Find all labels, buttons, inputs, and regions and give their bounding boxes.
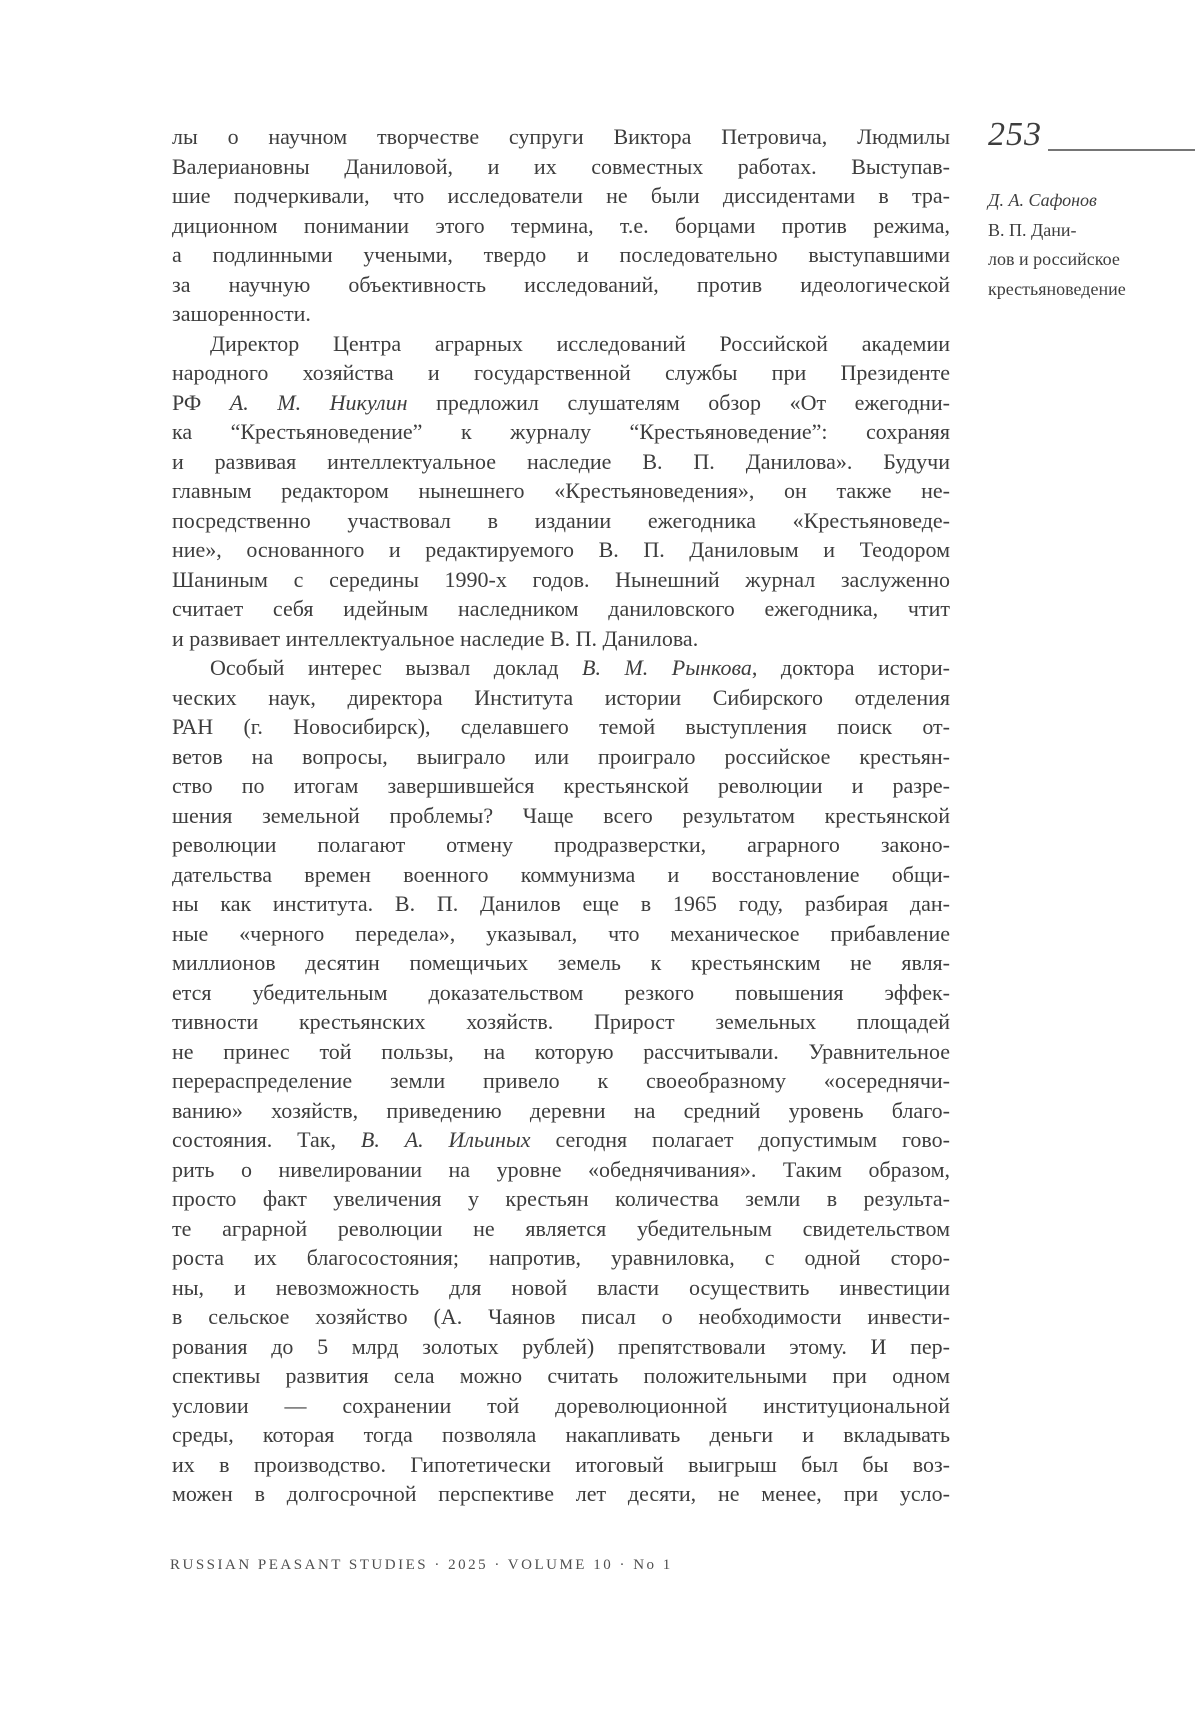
- page-number: 253: [988, 116, 1042, 153]
- footer-journal-line: RUSSIAN PEASANT STUDIES · 2025 · VOLUME 10 · No 1: [170, 1557, 673, 1573]
- body-text-line: их в производство. Гипотетически итоговый выигрыш был бы воз-: [172, 1451, 950, 1477]
- margin-note-title-line: В. П. Дани-: [988, 219, 1077, 240]
- body-text-line: Директор Центра аграрных исследований Российской академии: [210, 330, 950, 356]
- body-text-line: те аграрной революции не является убедительным свидетельством: [172, 1215, 950, 1241]
- body-text-line: просто факт увеличения у крестьян количества земли в результа-: [172, 1186, 950, 1211]
- body-text-line: и развивает интеллектуальное наследие В. П. Данилова.: [172, 625, 699, 651]
- body-text-line: ка “Крестьяноведение” к журналу “Крестьяноведение”: сохраняя: [172, 419, 950, 444]
- body-text-line: условии — сохранении той дореволюционной институциональной: [172, 1392, 950, 1418]
- body-text-line: спективы развития села можно считать положительными при одном: [172, 1363, 950, 1388]
- body-text-line: считает себя идейным наследником даниловского ежегодника, чтит: [172, 596, 950, 621]
- body-text-line: диционном понимании этого термина, т.е. борцами против режима,: [172, 212, 950, 238]
- body-text-line: шие подчеркивали, что исследователи не были диссидентами в тра-: [172, 183, 950, 208]
- body-text-line: посредственно участвовал в издании ежегодника «Крестьяноведе-: [172, 507, 950, 533]
- body-text-line: зашоренности.: [172, 301, 311, 326]
- body-text-line: можен в долгосрочной перспективе лет десяти, не менее, при усло-: [172, 1481, 950, 1506]
- body-text-line: Особый интерес вызвал доклад В. М. Рынкова, доктора истори-: [210, 655, 950, 680]
- body-text-line: Шаниным с середины 1990-х годов. Нынешний журнал заслуженно: [172, 566, 950, 592]
- body-text-line: революции полагают отмену продразверстки, аграрного законо-: [172, 832, 950, 857]
- body-text-line: народного хозяйства и государственной службы при Президенте: [172, 360, 950, 385]
- body-text-line: рить о нивелировании на уровне «обеднячивания». Таким образом,: [172, 1156, 950, 1182]
- body-text-line: главным редактором нынешнего «Крестьяноведения», он также не-: [172, 478, 950, 503]
- margin-note-title-line: лов и российское: [988, 249, 1120, 269]
- margin-note-author: Д. А. Сафонов: [988, 190, 1097, 210]
- body-text-line: шения земельной проблемы? Чаще всего результатом крестьянской: [172, 802, 950, 828]
- body-text-line: в сельское хозяйство (А. Чаянов писал о необходимости инвести-: [172, 1304, 950, 1329]
- body-text-line: ство по итогам завершившейся крестьянской революции и разре-: [172, 773, 950, 798]
- body-text-line: ческих наук, директора Института истории Сибирского отделения: [172, 684, 950, 710]
- body-text-line: ные «черного передела», указывал, что механическое прибавление: [172, 920, 950, 946]
- body-text-line: лы о научном творчестве супруги Виктора Петровича, Людмилы: [172, 124, 950, 149]
- body-text-line: рования до 5 млрд золотых рублей) препятствовали этому. И пер-: [172, 1333, 950, 1359]
- margin-note-title-line: крестьяноведение: [988, 278, 1126, 299]
- body-text-line: ны, и невозможность для новой власти осуществить инвестиции: [172, 1274, 950, 1300]
- body-text-line: миллионов десятин помещичьих земель к крестьянским не явля-: [172, 950, 950, 975]
- body-text-line: РАН (г. Новосибирск), сделавшего темой выступления поиск от-: [172, 714, 950, 739]
- body-text-line: ванию» хозяйств, приведению деревни на средний уровень благо-: [172, 1097, 950, 1123]
- body-text-line: ние», основанного и редактируемого В. П. Даниловым и Теодором: [172, 537, 950, 562]
- body-text-line: ветов на вопросы, выиграло или проиграло российское крестьян-: [172, 743, 950, 769]
- body-text-line: за научную объективность исследований, против идеологической: [172, 271, 950, 297]
- body-text-line: не принес той пользы, на которую рассчитывали. Уравнительное: [172, 1038, 950, 1064]
- body-text-line: среды, которая тогда позволяла накапливать деньги и вкладывать: [172, 1422, 950, 1447]
- body-text-line: роста их благосостояния; напротив, уравниловка, с одной сторо-: [172, 1245, 950, 1270]
- body-text-line: а подлинными учеными, твердо и последовательно выступавшими: [172, 242, 950, 267]
- article-body: [172, 122, 950, 1509]
- body-text-line: перераспределение земли привело к своеобразному «осереднячи-: [172, 1068, 950, 1093]
- body-text-line: Валериановны Даниловой, и их совместных работах. Выступав-: [172, 153, 950, 179]
- body-text-line: состояния. Так, В. А. Ильиных сегодня полагает допустимым гово-: [172, 1127, 950, 1152]
- body-text-line: ется убедительным доказательством резкого повышения эффек-: [172, 979, 950, 1005]
- body-text-line: и развивая интеллектуальное наследие В. П. Данилова». Будучи: [172, 448, 950, 474]
- body-text-line: ны как института. В. П. Данилов еще в 1965 году, разбирая дан-: [172, 891, 950, 916]
- body-text-line: дательства времен военного коммунизма и восстановление общи-: [172, 861, 950, 887]
- body-text-line: РФ А. М. Никулин предложил слушателям обзор «От ежегодни-: [172, 389, 950, 415]
- body-text-line: тивности крестьянских хозяйств. Прирост земельных площадей: [172, 1009, 950, 1034]
- header-rule: [1048, 149, 1195, 151]
- margin-note: [988, 186, 1188, 304]
